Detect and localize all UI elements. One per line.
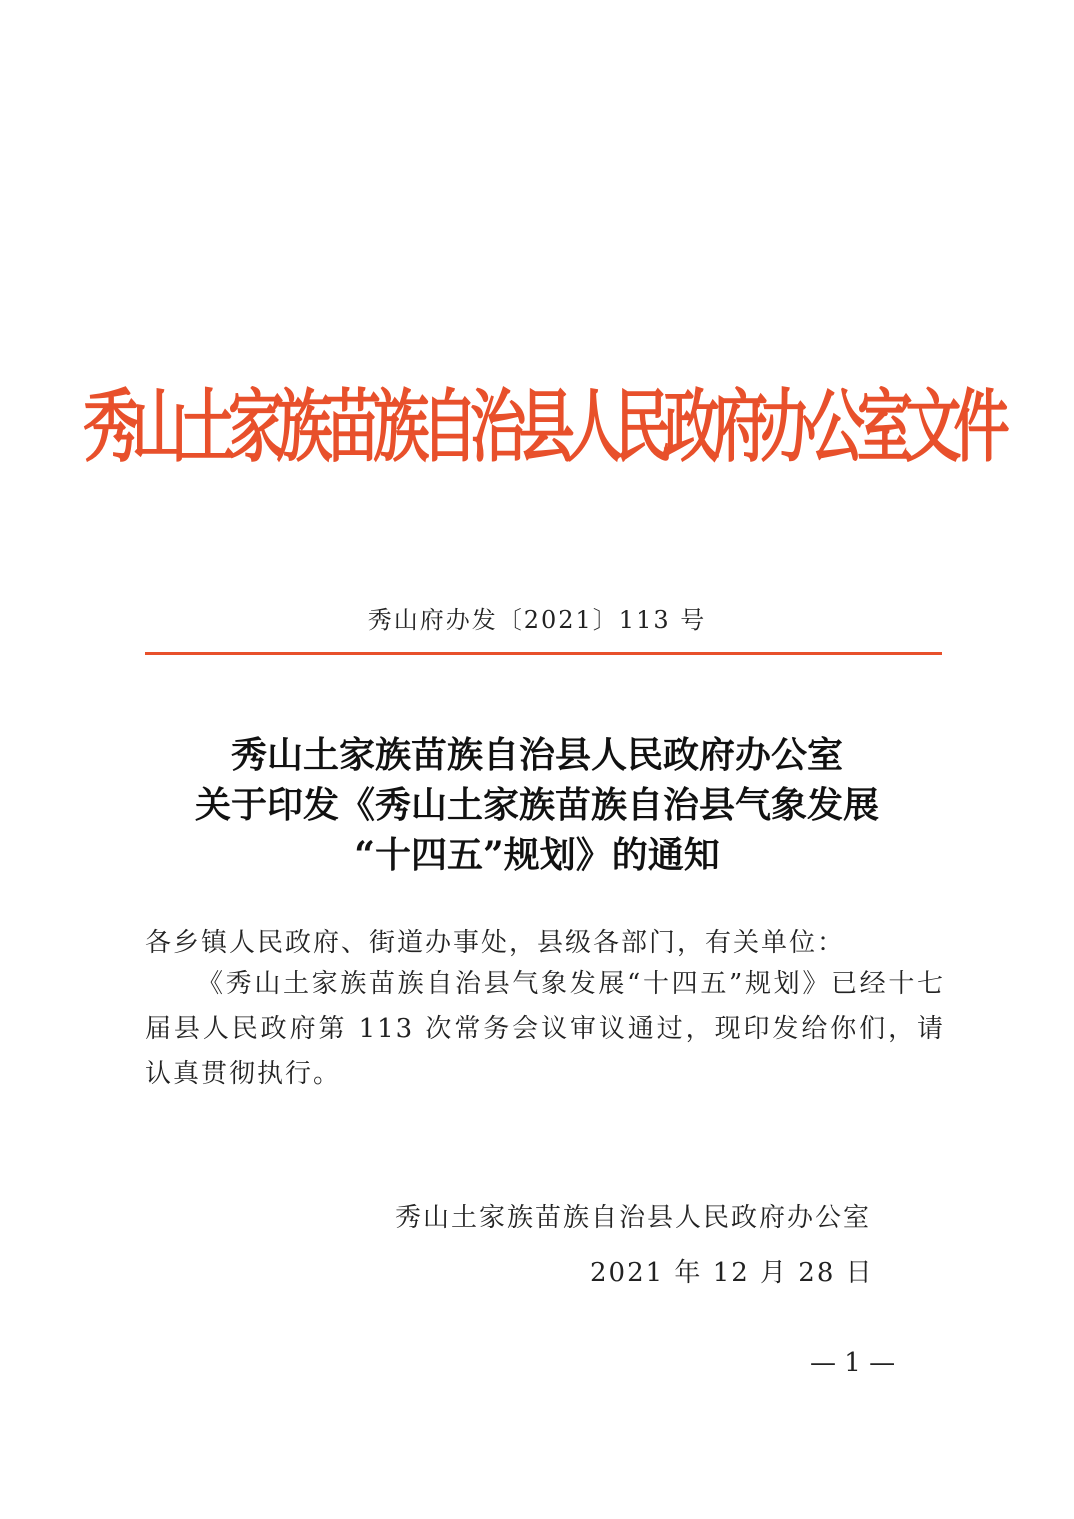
document-number: 秀山府办发〔2021〕113 号 — [367, 606, 707, 634]
document-masthead: 秀山土家族苗族自治县人民政府办公室文件 — [83, 380, 1002, 473]
document-title — [120, 730, 954, 880]
title-line-1: 秀山土家族苗族自治县人民政府办公室 — [230, 734, 843, 776]
red-divider-line — [145, 652, 942, 655]
addressee: 各乡镇人民政府、街道办事处，县级各部门，有关单位： — [145, 928, 846, 958]
title-line-2: 关于印发《秀山土家族苗族自治县气象发展 — [194, 784, 879, 826]
title-line-3: “十四五”规划》的通知 — [354, 834, 720, 876]
body-paragraph: 《秀山土家族苗族自治县气象发展“十四五”规划》已经十七届县人民政府第 113 次常务会议审议通过，现印发给你们，请认真贯彻执行。 — [145, 969, 945, 1089]
page-number: — 1 — — [810, 1348, 896, 1378]
issue-date: 2021 年 12 月 28 日 — [590, 1258, 874, 1288]
issuing-authority: 秀山土家族苗族自治县人民政府办公室 — [395, 1203, 872, 1233]
